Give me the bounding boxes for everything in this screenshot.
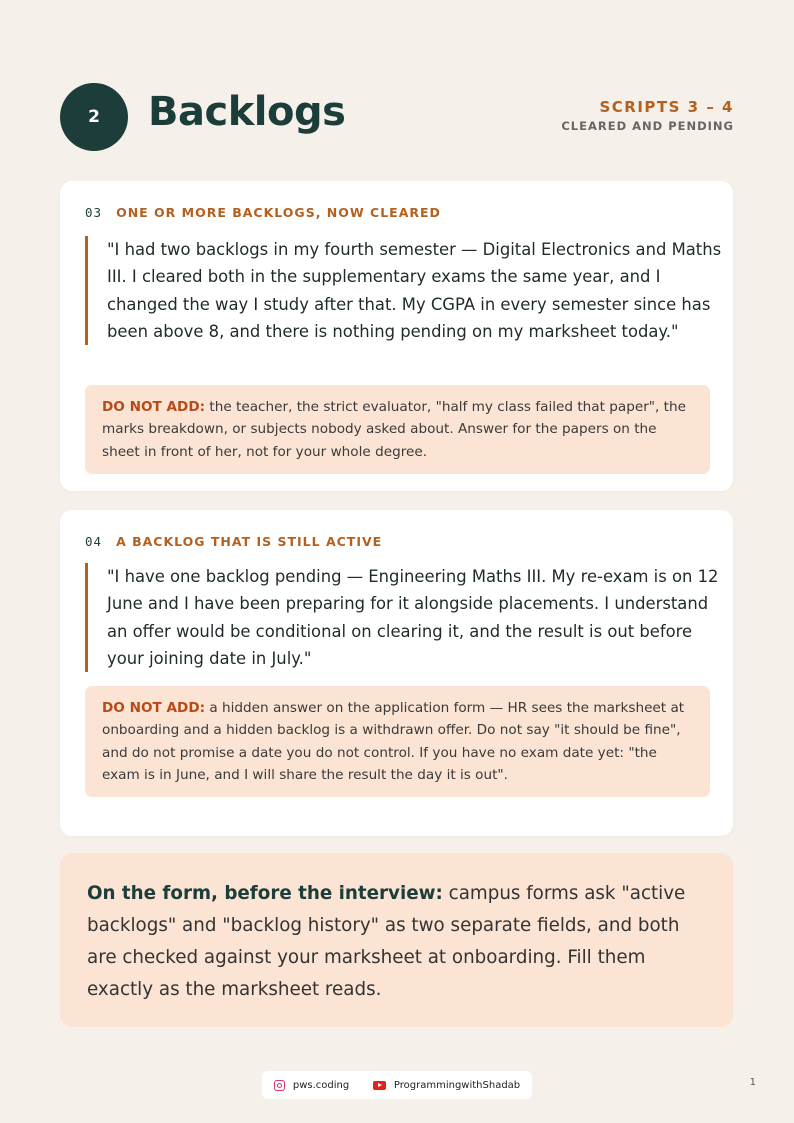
youtube-link[interactable] [373, 1080, 520, 1091]
note-key: On the form, before the interview: [87, 883, 443, 904]
card-heading [85, 205, 441, 220]
page-number: 1 [749, 1077, 756, 1088]
script-quote: "I have one backlog pending — Engineering Maths III. My re-exam is on 12 June and I have been preparing for it alongside placements. I understand an offer would be conditional on clearing it, and the result is out before your joining date in July." [85, 563, 727, 672]
form-note [60, 853, 733, 1027]
warn-text: a hidden answer on the application form — HR sees the marksheet at onboarding and a hidden backlog is a withdrawn offer. Do not say "it should be fine", and do not promise a date you do not control. If you have no exam date yet: "the exam is in June, and I will share the result the day it is out". [102, 700, 685, 783]
youtube-channel: ProgrammingwithShadab [393, 1079, 521, 1091]
scripts-range [561, 98, 734, 133]
warn-text: the teacher, the strict evaluator, "half my class failed that paper", the marks breakdown, or subjects nobody asked about. Answer for the papers on the sheet in front of her, not for your whole degree. [102, 399, 686, 460]
page-header [60, 83, 734, 151]
script-card-03 [60, 181, 733, 491]
do-not-add-box [85, 385, 710, 474]
note-text [87, 878, 707, 1006]
warn-key: DO NOT ADD: [102, 700, 206, 716]
note-body: campus forms ask "active backlogs" and "backlog history" as two separate fields, and both are checked against your marksheet at onboarding. Fill them exactly as the marksheet reads. [87, 883, 686, 1000]
card-label: ONE OR MORE BACKLOGS, NOW CLEARED [116, 205, 441, 220]
script-quote: "I had two backlogs in my fourth semester — Digital Electronics and Maths III. I cleared both in the supplementary exams the same year, and I changed the way I study after that. My CGPA in every semester since has been above 8, and there is nothing pending on my marksheet today." [85, 236, 727, 345]
scripts-label: SCRIPTS 3 – 4 [599, 98, 734, 116]
instagram-link[interactable] [274, 1080, 349, 1091]
warn-key: DO NOT ADD: [102, 399, 206, 415]
instagram-icon [274, 1080, 285, 1091]
script-card-04 [60, 510, 733, 836]
instagram-handle: pws.coding [292, 1079, 350, 1091]
do-not-add-box [85, 686, 710, 797]
card-number: 03 [85, 205, 103, 220]
card-heading [85, 534, 382, 549]
footer-social [262, 1071, 532, 1099]
scripts-subtitle: CLEARED AND PENDING [561, 119, 734, 133]
page-title: Backlogs [148, 89, 346, 135]
section-number-badge: 2 [60, 83, 128, 151]
card-number: 04 [85, 534, 103, 549]
card-label: A BACKLOG THAT IS STILL ACTIVE [116, 534, 383, 549]
youtube-icon [373, 1081, 386, 1090]
